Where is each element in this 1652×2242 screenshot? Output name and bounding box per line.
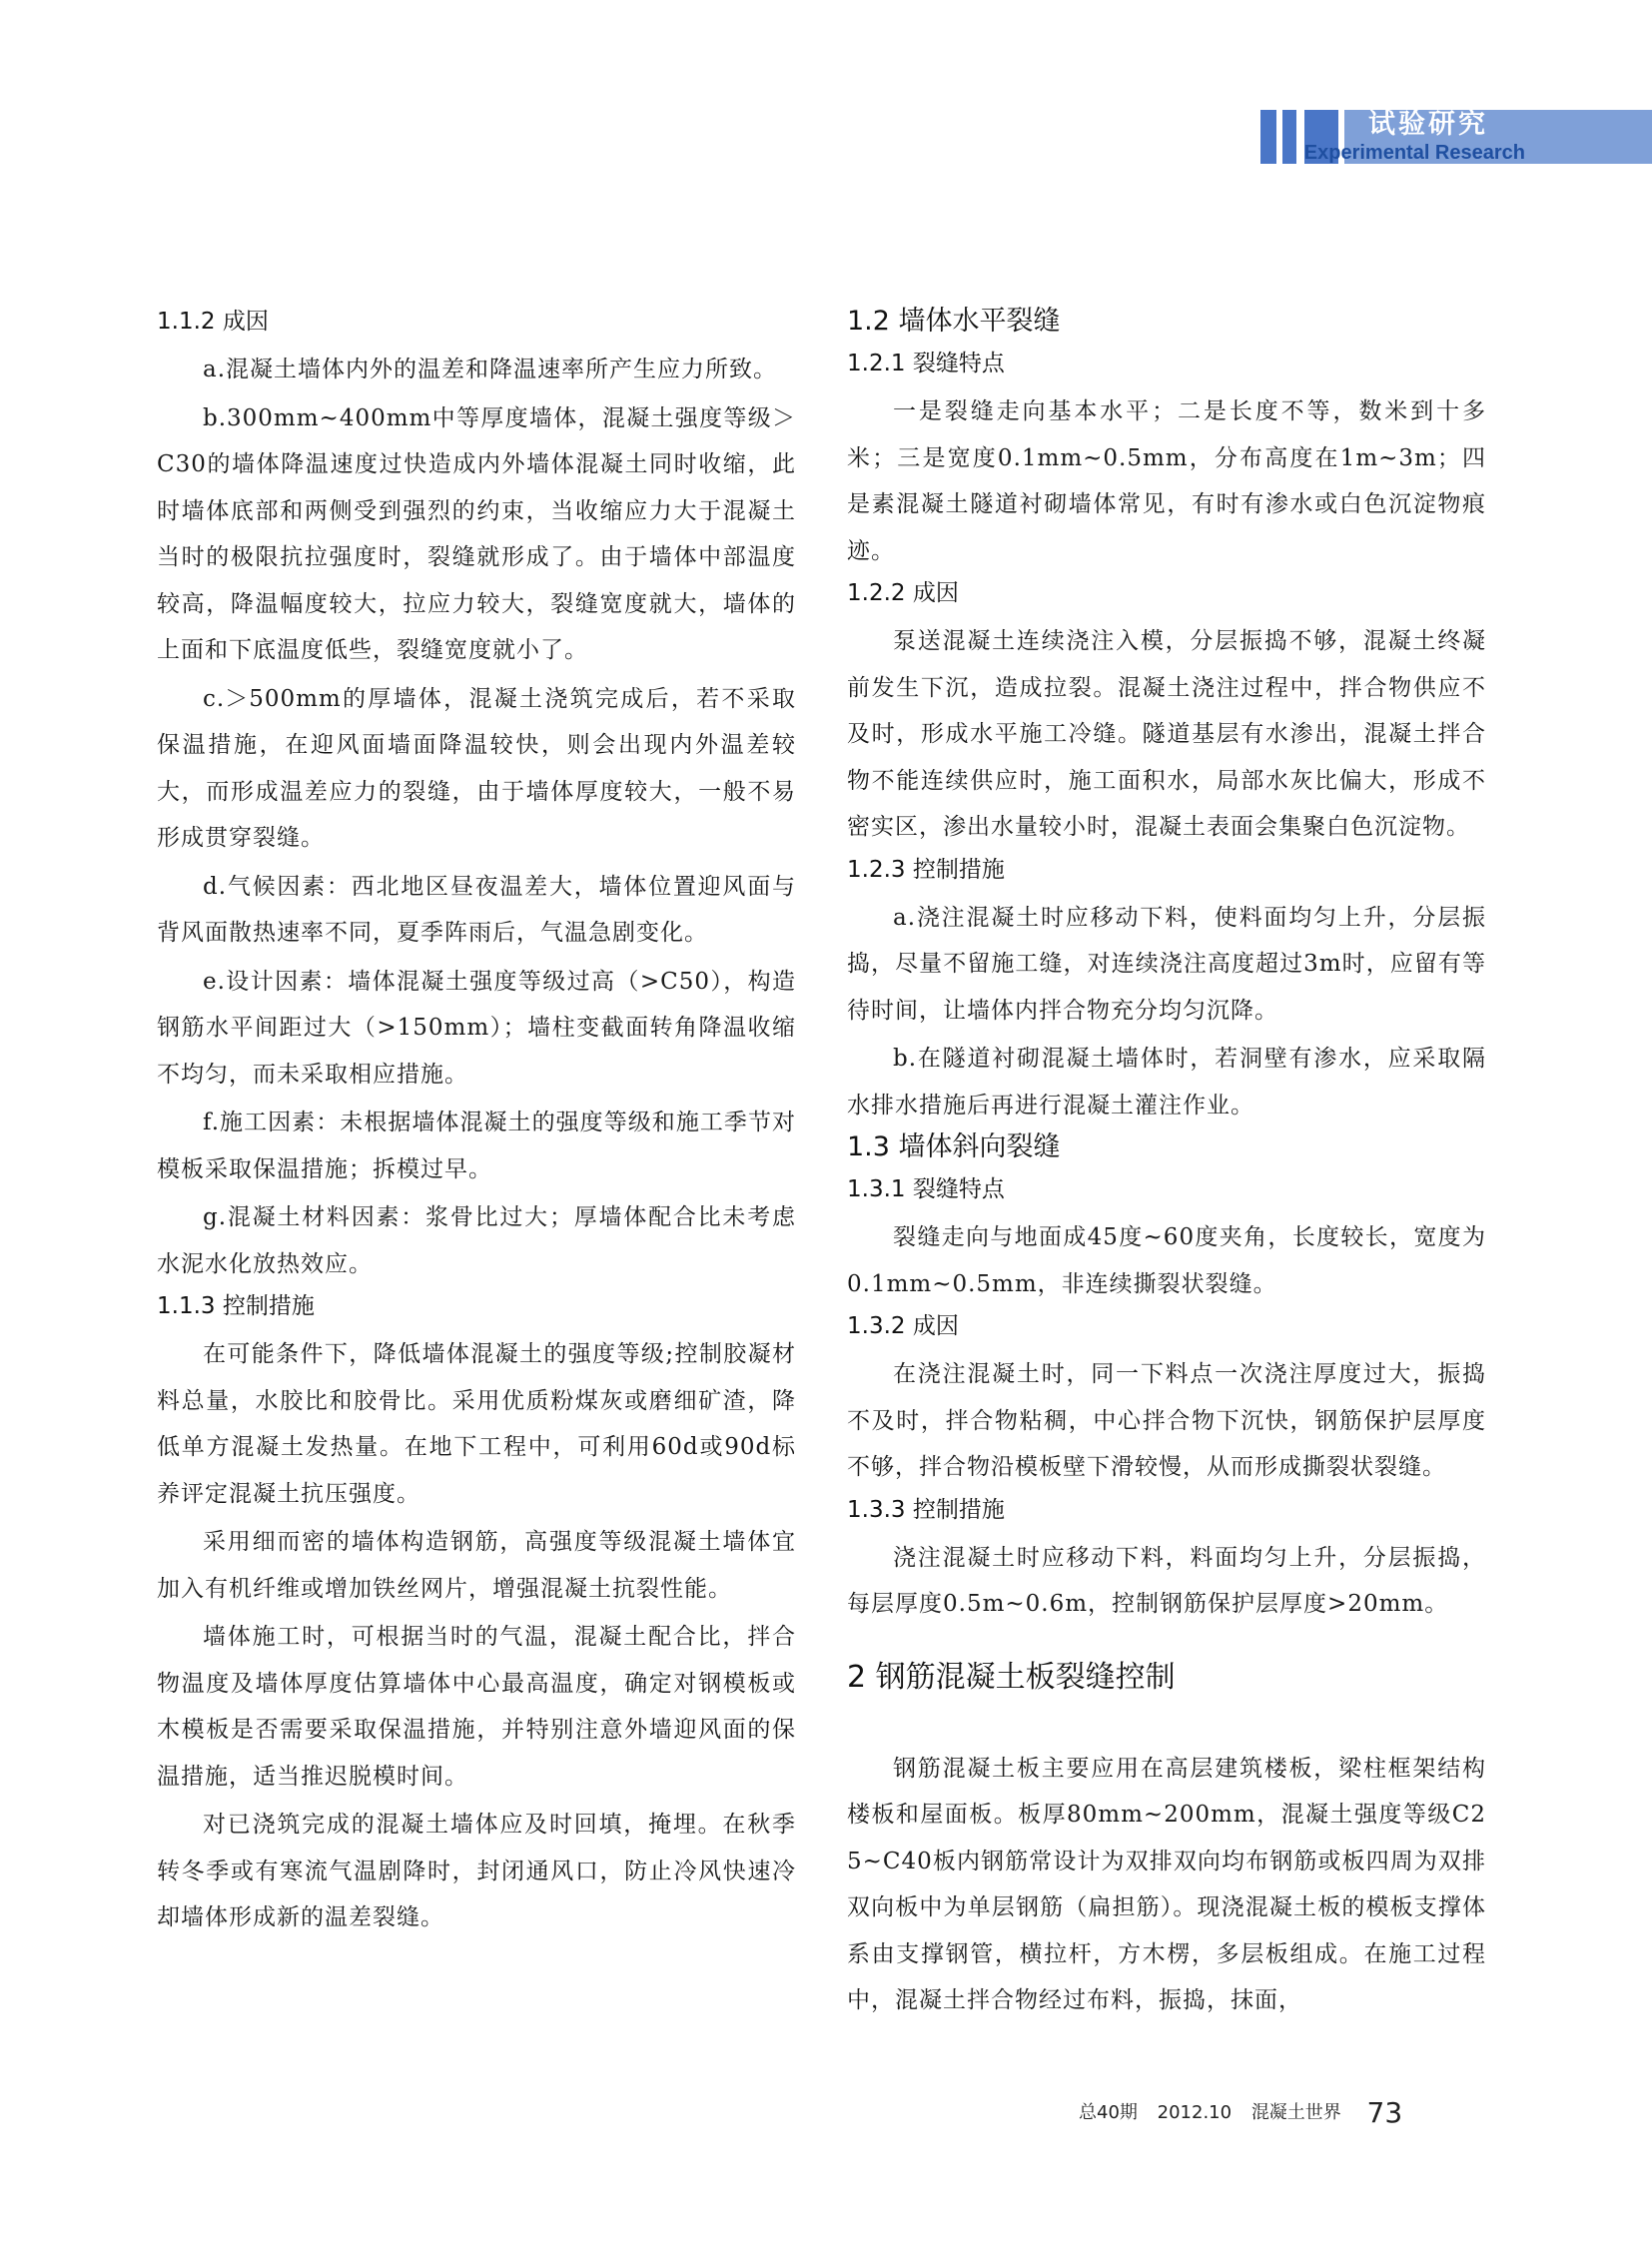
paragraph-cause-b: b.300mm~400mm中等厚度墙体，混凝土强度等级＞C30的墙体降温速度过快造成内外墙体混凝土同时收缩，此时墙体底部和两侧受到强烈的约束，当收缩应力大于混凝土当时的极限抗拉强度时，裂缝就形成了。由于墙体中部温度较高，降温幅度较大，拉应力较大，裂缝宽度就大，墙体的上面和下底温度低些，裂缝宽度就小了。 <box>157 404 796 663</box>
section-title-en: Experimental Research <box>1303 142 1525 164</box>
paragraph-control-2: 采用细而密的墙体构造钢筋，高强度等级混凝土墙体宜加入有机纤维或增加铁丝网片，增强混凝土抗裂性能。 <box>157 1529 796 1602</box>
heading-1-2-1: 1.2.1 裂缝特点 <box>847 351 1005 376</box>
footer-journal: 混凝土世界 <box>1250 2102 1341 2123</box>
paragraph-1-2-1: 一是裂缝走向基本水平；二是长度不等，数米到十多米；三是宽度0.1mm~0.5mm，分布高度在1m~3m；四是素混凝土隧道衬砌墙体常见，有时有渗水或白色沉淀物痕迹。 <box>847 398 1486 564</box>
page-footer <box>1079 2095 1402 2131</box>
paragraph-control-1: 在可能条件下，降低墙体混凝土的强度等级;控制胶凝材料总量，水胶比和胶骨比。采用优质粉煤灰或磨细矿渣，降低单方混凝土发热量。在地下工程中，可利用60d或90d标养评定混凝土抗压强度。 <box>157 1341 796 1507</box>
heading-1-3-3: 1.3.3 控制措施 <box>847 1496 1005 1523</box>
paragraph-1-3-3: 浇注混凝土时应移动下料，料面均匀上升，分层振捣，每层厚度0.5m~0.6m，控制钢筋保护层厚度>20mm。 <box>847 1544 1486 1617</box>
heading-1-2-2: 1.2.2 成因 <box>847 580 959 606</box>
heading-1-2: 1.2 墙体水平裂缝 <box>847 306 1061 337</box>
page-number: 73 <box>1366 2096 1403 2129</box>
section-banner <box>1260 110 1652 164</box>
paragraph-cause-c: c.＞500mm的厚墙体，混凝土浇筑完成后，若不采取保温措施，在迎风面墙面降温较快，则会出现内外温差较大，而形成温差应力的裂缝，由于墙体厚度较大，一般不易形成贯穿裂缝。 <box>157 685 796 851</box>
paragraph-cause-e: e.设计因素：墙体混凝土强度等级过高（>C50），构造钢筋水平间距过大（>150mm）；墙柱变截面转角降温收缩不均匀，而未采取相应措施。 <box>157 968 796 1088</box>
heading-1-3: 1.3 墙体斜向裂缝 <box>847 1131 1061 1162</box>
heading-1-1-3: 1.1.3 控制措施 <box>157 1293 315 1319</box>
paragraph-1-2-3-a: a.浇注混凝土时应移动下料，使料面均匀上升，分层振捣，尽量不留施工缝，对连续浇注高度超过3m时，应留有等待时间，让墙体内拌合物充分均匀沉降。 <box>847 904 1486 1024</box>
left-column <box>157 303 796 1943</box>
heading-1-3-2: 1.3.2 成因 <box>847 1313 959 1339</box>
paragraph-cause-g: g.混凝土材料因素：浆骨比过大；厚墙体配合比未考虑水泥水化放热效应。 <box>157 1204 796 1277</box>
paragraph-1-2-2: 泵送混凝土连续浇注入模，分层振捣不够，混凝土终凝前发生下沉，造成拉裂。混凝土浇注过程中，拌合物供应不及时，形成水平施工冷缝。隧道基层有水渗出，混凝土拌合物不能连续供应时，施工面积水，局部水灰比偏大，形成不密实区，渗出水量较小时，混凝土表面会集聚白色沉淀物。 <box>847 628 1486 840</box>
paragraph-cause-d: d.气候因素：西北地区昼夜温差大，墙体位置迎风面与背风面散热速率不同，夏季阵雨后，气温急剧变化。 <box>157 873 796 946</box>
paragraph-cause-f: f.施工因素：未根据墙体混凝土的强度等级和施工季节对模板采取保温措施；拆模过早。 <box>157 1110 796 1182</box>
right-column <box>847 303 1486 2026</box>
heading-1-1-2: 1.1.2 成因 <box>157 309 269 335</box>
paragraph-control-3: 墙体施工时，可根据当时的气温，混凝土配合比，拌合物温度及墙体厚度估算墙体中心最高温度，确定对钢模板或木模板是否需要采取保温措施，并特别注意外墙迎风面的保温措施，适当推迟脱模时间。 <box>157 1624 796 1790</box>
heading-2: 2 钢筋混凝土板裂缝控制 <box>847 1659 1176 1695</box>
footer-issue: 总40期 <box>1079 2102 1138 2123</box>
paragraph-2: 钢筋混凝土板主要应用在高层建筑楼板，梁柱框架结构楼板和屋面板。板厚80mm~200mm，混凝土强度等级C25~C40板内钢筋常设计为双排双向均布钢筋或板四周为双排双向板中为单层钢筋（扁担筋）。现浇混凝土板的模板支撑体系由支撑钢管，横拉杆，方木楞，多层板组成。在施工过程中，混凝土拌合物经过布料，振捣，抹面， <box>847 1755 1486 2013</box>
heading-1-2-3: 1.2.3 控制措施 <box>847 856 1005 883</box>
paragraph-control-4: 对已浇筑完成的混凝土墙体应及时回填，掩埋。在秋季转冬季或有寒流气温剧降时，封闭通风口，防止冷风快速冷却墙体形成新的温差裂缝。 <box>157 1812 796 1930</box>
paragraph-cause-a: a.混凝土墙体内外的温差和降温速率所产生应力所致。 <box>203 357 778 382</box>
paragraph-1-3-2: 在浇注混凝土时，同一下料点一次浇注厚度过大，振捣不及时，拌合物粘稠，中心拌合物下沉快，钢筋保护层厚度不够，拌合物沿模板壁下滑较慢，从而形成撕裂状裂缝。 <box>847 1361 1486 1480</box>
heading-1-3-1: 1.3.1 裂缝特点 <box>847 1176 1005 1202</box>
section-title-cn: 试验研究 <box>1368 109 1488 140</box>
footer-date: 2012.10 <box>1157 2102 1233 2123</box>
paragraph-1-2-3-b: b.在隧道衬砌混凝土墙体时，若洞壁有渗水，应采取隔水排水措施后再进行混凝土灌注作业。 <box>847 1046 1486 1119</box>
paragraph-1-3-1: 裂缝走向与地面成45度~60度夹角，长度较长，宽度为0.1mm~0.5mm，非连续撕裂状裂缝。 <box>847 1224 1486 1297</box>
